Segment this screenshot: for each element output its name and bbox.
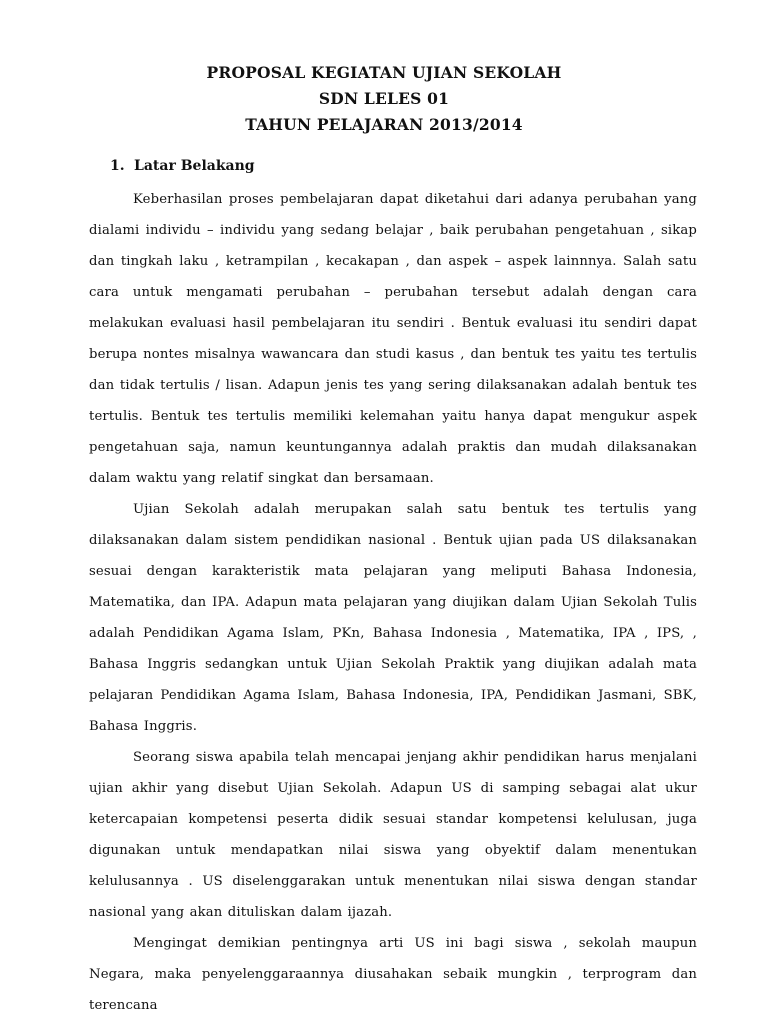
section-number: 1. [110,158,125,174]
document-title [0,60,768,138]
title-line-year: TAHUN PELAJARAN 2013/2014 [245,115,523,134]
paragraph: Mengingat demikian pentingnya arti US ini bagi siswa , sekolah maupun Negara, maka penyelenggaraannya diusahakan sebaik mungkin , terprogram dan terencana [89,936,697,1013]
paragraph: Ujian Sekolah adalah merupakan salah satu bentuk tes tertulis yang dilaksanakan dalam sistem pendidikan nasional . Bentuk ujian pada US dilaksanakan sesuai dengan karakteristik mata pelajaran yang meliputi Bahasa Indonesia, Matematika, dan IPA. Adapun mata pelajaran yang diujikan dalam Ujian Sekolah Tulis adalah Pendidikan Agama Islam, PKn, Bahasa Indonesia , Matematika, IPA , IPS, , Bahasa Inggris sedangkan untuk Ujian Sekolah Praktik yang diujikan adalah mata pelajaran Pendidikan Agama Islam, Bahasa Indonesia, IPA, Pendidikan Jasmani, SBK, Bahasa Inggris. [89,502,697,734]
section-heading [110,156,255,176]
body-text [89,184,697,1021]
title-line-school: SDN LELES 01 [318,89,450,108]
paragraph: Seorang siswa apabila telah mencapai jenjang akhir pendidikan harus menjalani ujian akhir yang disebut Ujian Sekolah. Adapun US di samping sebagai alat ukur ketercapaian kompetensi peserta didik sesuai standar kompetensi kelulusan, juga digunakan untuk mendapatkan nilai siswa yang obyektif dalam menentukan kelulusannya . US diselenggarakan untuk menentukan nilai siswa dengan standar nasional yang akan dituliskan dalam ijazah. [89,750,697,920]
section-title: Latar Belakang [134,158,255,174]
paragraph: Keberhasilan proses pembelajaran dapat diketahui dari adanya perubahan yang dialami individu – individu yang sedang belajar , baik perubahan pengetahuan , sikap dan tingkah laku , ketrampilan , kecakapan , dan aspek – aspek lainnnya. Salah satu cara untuk mengamati perubahan – perubahan tersebut adalah dengan cara melakukan evaluasi hasil pembelajaran itu sendiri . Bentuk evaluasi itu sendiri dapat berupa nontes misalnya wawancara dan studi kasus , dan bentuk tes yaitu tes tertulis dan tidak tertulis / lisan. Adapun jenis tes yang sering dilaksanakan adalah bentuk tes tertulis. Bentuk tes tertulis memiliki kelemahan yaitu hanya dapat mengukur aspek pengetahuan saja, namun keuntungannya adalah praktis dan mudah dilaksanakan dalam waktu yang relatif singkat dan bersamaan. [89,192,697,486]
title-line-proposal: PROPOSAL KEGIATAN UJIAN SEKOLAH [206,63,562,82]
